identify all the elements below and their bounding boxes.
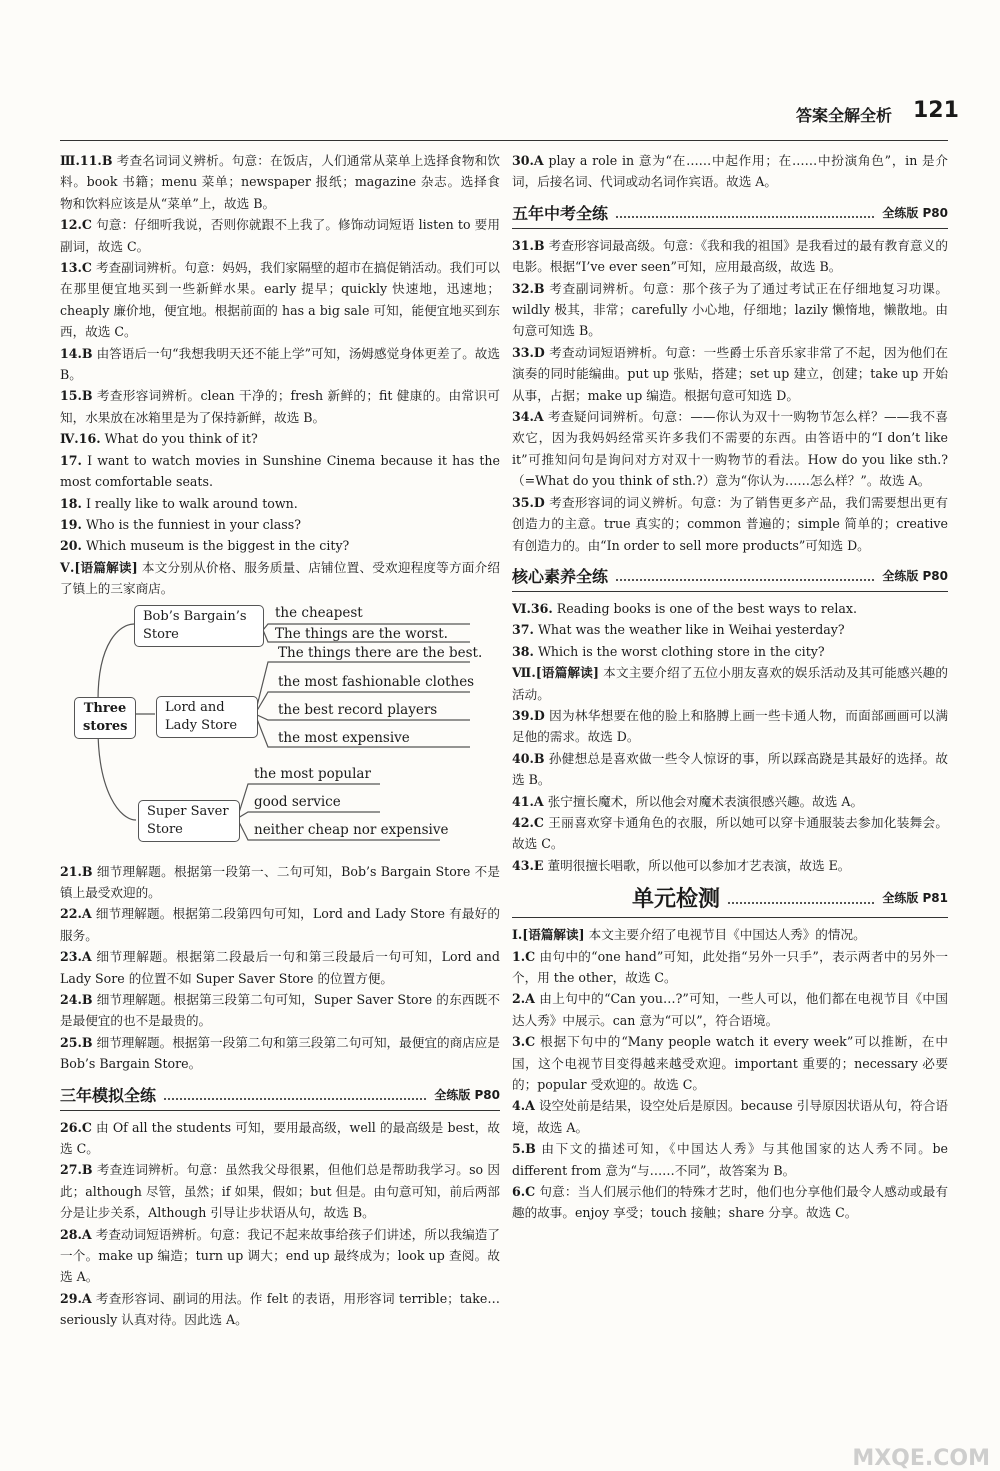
answer-number: 31.B [512,237,545,253]
answer-text: 孙健想总是喜欢做一些令人惊讶的事，所以踩高跷是其最好的选择。故选 B。 [512,750,948,788]
store-lord-lady: Lord and Lady Store [156,696,258,738]
answer-text: 考查形容词最高级。句意：《我和我的祖国》是我看过的最有教育意义的电影。根据“I’ve ever seen”可知，应用最高级，故选 B。 [512,237,948,275]
answer-number: 4.A [512,1098,535,1114]
leaf-super-1: the most popular [254,765,371,782]
answer-text: 考查副词辨析。句意：妈妈，我们家隔壁的超市在搞促销活动。我们可以在那里便宜地买到一些新鲜水果。early 提早；quickly 快速地，迅速地；cheaply 廉价地，便宜地。根据前面的 has a big sale 可知，能便宜地买到东西，故选 C。 [60,260,500,340]
answer-item [512,924,948,945]
right-items-a [512,150,948,193]
header-title: 答案全解全析 [796,106,893,125]
answer-text: 考查形容词辨析。clean 干净的；fresh 新鲜的；fit 健康的。由常识可知，水果放在冰箱里是为了保持新鲜，故选 B。 [60,388,500,425]
answer-number: 43.E [512,857,544,873]
answer-item [512,235,948,278]
answer-number: Ⅶ.[语篇解读] [512,665,599,681]
answer-text: 细节理解题。根据第二段最后一句和第三段最后一句可知，Lord and Lady Sore 的位置不如 Super Saver Store 的位置方便。 [60,949,500,986]
answer-item [60,1032,500,1075]
answer-number: 17. [60,452,82,468]
section-header-danyuan [512,882,948,918]
answer-text: 设空处前是结果，设空处后是原因。because 引导原因状语从句，符合语境，故选 A。 [512,1098,948,1135]
answer-text: 王丽喜欢穿卡通角色的衣服，所以她可以穿卡通服装去参加化装舞会。故选 C。 [512,814,949,852]
section-header-hexin [512,564,948,592]
answer-item [60,903,500,946]
answer-text: 由 Of all the students 可知，要用最高级，well 的最高级是 best，故选 C。 [60,1119,500,1156]
answer-number: 34.A [512,409,544,425]
answer-number: 6.C [512,1184,536,1200]
answer-item [512,278,948,342]
answer-number: 15.B [60,388,93,404]
answer-text: 考查形容词、副词的用法。作 felt 的表语，用形容词 terrible；take…seriously 认真对待。因此选 A。 [60,1290,500,1328]
answer-item [512,150,948,193]
answer-text: 细节理解题。根据第三段第二句可知，Super Saver Store 的东西既不是最便宜的也不是最贵的。 [60,991,501,1029]
answer-text: play a role in 意为“在……中起作用；在……中扮演角色”，in 是介词，后接名词、代词或动名词作宾语。故选 A。 [512,153,948,190]
answer-item [60,1159,500,1223]
watermark: MXQE.COM [852,1446,990,1471]
answer-item [512,342,948,406]
section-ref: 全练版 P80 [882,568,948,583]
answer-item [60,493,500,514]
answer-item [60,257,500,343]
answer-number: 40.B [512,750,545,766]
mind-map-root: Three stores [74,697,136,739]
header-rule [60,140,948,141]
answer-text: 细节理解题。根据第一段第二句和第三段第二句可知，最便宜的商店应是 Bob’s Bargain Store。 [60,1034,501,1072]
answer-item [60,1224,500,1288]
answer-text: What was the weather like in Weihai yesterday? [537,622,845,638]
section-ref: 全练版 P80 [434,1087,500,1102]
leaf-super-3: neither cheap nor expensive [254,821,449,838]
answer-text: 考查连词辨析。句意：虽然我父母很累，但他们总是帮助我学习。so 因此；although 尽管，虽然；if 如果，假如；but 但是。由句意可知，前后两部分是让步关系，Although 引导让步状语从句，故选 B。 [60,1162,500,1221]
answer-number: 33.D [512,344,545,360]
answer-item [512,1181,948,1224]
answer-number: 37. [512,622,534,638]
answer-number: Ⅲ.11.B [60,153,113,168]
answer-number: 42.C [512,814,544,830]
answer-text: Which museum is the biggest in the city? [85,538,350,554]
answer-text: 本文主要介绍了电视节目《中国达人秀》的情况。 [588,927,866,943]
right-items-b [512,235,948,556]
answer-text: 句意：当人们展示他们的特殊才艺时，他们也分享他们最令人感动或最有趣的故事。enjoy 享受；touch 接触；share 分享。故选 C。 [512,1184,948,1221]
answer-text: 细节理解题。根据第一段第一、二句可知，Bob’s Bargain Store 不是镇上最受欢迎的。 [60,863,500,900]
answer-text: 句意：仔细听我说，否则你就跟不上我了。修饰动词短语 listen to 要用副词，故选 C。 [60,217,500,254]
answer-text: I really like to walk around town. [85,495,298,511]
answer-item [512,598,948,619]
answer-number: Ⅵ.36. [512,600,553,616]
answer-number: Ⅴ.[语篇解读] [60,559,138,575]
left-items-a [60,150,500,600]
answer-number: 1.C [512,948,536,964]
section-title: 五年中考全练 [512,203,609,223]
answer-item [60,535,500,556]
answer-text: Who is the funniest in your class? [85,516,301,532]
store-bobs: Bob’s Bargain’s Store [134,605,264,647]
answer-item [512,492,948,556]
answer-text: 考查形容词的词义辨析。句意：为了销售更多产品，我们需要想出更有创造力的主意。true 真实的；common 普遍的；simple 简单的；creative 有创造力的。由“In order to sell more products”可知选 D。 [512,494,948,553]
leaf-lord-2: the most fashionable clothes [278,673,475,690]
leaf-super-2: good service [254,793,341,810]
answer-text: 由下文的描述可知，《中国达人秀》与其他国家的达人秀不同。be different from 意为“与……不同”，故答案为 B。 [512,1141,948,1178]
answer-number: 14.B [60,345,93,361]
answer-text: 根据下句中的“Many people watch it every week”可以推断，在中国，这个电视节目变得越来越受欢迎。important 重要的；necessary 必要的；popular 受欢迎的。故选 C。 [512,1034,948,1093]
answer-item [60,450,500,493]
answer-number: 21.B [60,863,93,879]
right-items-d [512,924,948,1224]
leaf-bobs-1: the cheapest [275,604,363,621]
answer-text: 由答语后一句“我想我明天还不能上学”可知，汤姆感觉身体更差了。故选 B。 [60,345,500,383]
answer-text: 考查名词词义辨析。句意：在饭店，人们通常从菜单上选择食物和饮料。book 书籍；menu 菜单；newspaper 报纸；magazine 杂志。选择食物和饮料应该是从“菜单”上，故选 B。 [60,153,500,211]
answer-text: 本文分别从价格、服务质量、店铺位置、受欢迎程度等方面介绍了镇上的三家商店。 [60,559,500,597]
answer-number: 24.B [60,991,93,1007]
answer-number: 25.B [60,1034,93,1050]
section-dots [164,1088,426,1100]
answer-text: Reading books is one of the best ways to relax. [556,600,858,616]
section-ref: 全练版 P81 [882,891,948,906]
answer-item [512,1138,948,1181]
section-title: 核心素养全练 [512,566,609,586]
answer-item [512,988,948,1031]
right-column [512,150,948,1224]
answer-item [60,946,500,989]
answer-item [512,705,948,748]
answer-number: 35.D [512,494,545,510]
answer-number: 23.A [60,949,92,965]
answer-text: 张宁擅长魔术，所以他会对魔术表演很感兴趣。故选 A。 [547,793,864,809]
answer-number: 30.A [512,153,544,168]
section-ref: 全练版 P80 [882,205,948,220]
answer-number: Ⅰ.[语篇解读] [512,927,585,943]
answer-number: 39.D [512,707,545,723]
answer-number: 18. [60,495,82,511]
answer-item [60,214,500,257]
answer-item [60,861,500,904]
answer-item [512,662,948,705]
answer-number: 28.A [60,1226,92,1242]
answer-item [512,406,948,492]
answer-text: 由句中的“one hand”可知，此处指“另外一只手”，表示两者中的另外一个，用 the other，故选 C。 [512,948,948,985]
answer-item [60,150,500,214]
section-title: 单元检测 [632,887,721,913]
answer-text: What do you think of it? [104,431,258,447]
answer-text: 董明很擅长唱歌，所以他可以参加才艺表演，故选 E。 [547,857,851,873]
answer-text: Which is the worst clothing store in the city? [537,643,825,659]
answer-item [60,989,500,1032]
answer-number: 13.C [60,260,92,276]
answer-text: 细节理解题。根据第二段第四句可知，Lord and Lady Store 有最好的服务。 [60,906,500,943]
leaf-lord-3: the best record players [278,701,438,718]
mind-map [60,602,500,857]
leaf-bobs-2: The things are the worst. [275,625,448,642]
answer-item [60,1288,500,1331]
answer-item [512,946,948,989]
right-items-c [512,598,948,876]
answer-number: 27.B [60,1162,93,1178]
answer-number: 12.C [60,217,92,233]
answer-item [512,855,948,876]
answer-number: 41.A [512,793,544,809]
answer-number: 26.C [60,1119,92,1135]
answer-item [60,514,500,535]
answer-item [60,343,500,386]
left-items-b [60,861,500,1075]
answer-item [60,1117,500,1160]
answer-item [60,557,500,600]
answer-number: 5.B [512,1141,536,1157]
page-header [0,0,1000,125]
answer-text: 由上句中的“Can you…?”可知，一些人可以，他们都在电视节目《中国达人秀》中展示。can 意为“可以”，符合语境。 [512,991,948,1028]
store-super-saver: Super Saver Store [138,800,240,842]
section-dots [616,569,874,581]
answer-text: 考查疑问词辨析。句意：——你认为双十一购物节怎么样？——我不喜欢它，因为我妈妈经常买许多我们不需要的东西。由答语中的“I don’t like it”可推知问句是询问对方对双十一购物节的看法。How do you like sth.?（=What do you think of sth.?）意为“你认为……怎么样？”。故选 A。 [512,409,949,489]
answer-number: 19. [60,516,82,532]
answer-item [512,812,948,855]
answer-number: 20. [60,538,82,554]
answer-text: 本文主要介绍了五位小朋友喜欢的娱乐活动及其可能感兴趣的活动。 [512,665,948,702]
left-column [60,150,500,1331]
answer-number: Ⅳ.16. [60,431,101,447]
section-title: 三年模拟全练 [60,1085,157,1105]
answer-item [512,641,948,662]
answer-text: I want to watch movies in Sunshine Cinema because it has the most comfortable seats. [60,452,500,490]
left-items-c [60,1117,500,1331]
section-header-sanian [60,1083,500,1111]
answer-text: 考查动词短语辨析。句意：我记不起来故事给孩子们讲述，所以我编造了一个。make up 编造；turn up 调大；end up 最终成为；look up 查阅。故选 A。 [60,1226,500,1285]
answer-item [512,619,948,640]
section-dots [616,206,874,218]
answer-text: 考查动词短语辨析。句意：一些爵士乐音乐家非常了不起，因为他们在演奏的同时能编曲。put up 张贴，搭建；set up 建立，创建；take up 开始从事，占据；make up 编造。根据句意可知选 D。 [512,344,948,403]
answer-number: 22.A [60,906,92,922]
answer-item [60,385,500,428]
leaf-lord-4: the most expensive [278,729,410,746]
answer-number: 2.A [512,991,535,1007]
answer-item [512,748,948,791]
answer-item [60,428,500,449]
section-dots [728,892,874,904]
answer-number: 32.B [512,280,545,296]
page-number: 121 [913,98,959,123]
leaf-lord-1: The things there are the best. [278,644,483,661]
answer-text: 考查副词辨析。句意：那个孩子为了通过考试正在仔细地复习功课。wildly 极其，非常；carefully 小心地，仔细地；lazily 懒惰地，懒散地。由句意可知选 B。 [512,280,948,339]
answer-item [512,791,948,812]
answer-item [512,1031,948,1095]
answer-text: 因为林华想要在他的脸上和胳膊上画一些卡通人物，而面部画画可以满足他的需求。故选 D。 [512,707,948,745]
section-header-wunian [512,201,948,229]
answer-item [512,1095,948,1138]
answer-number: 3.C [512,1034,536,1050]
answer-number: 29.A [60,1290,92,1306]
answer-number: 38. [512,643,534,659]
